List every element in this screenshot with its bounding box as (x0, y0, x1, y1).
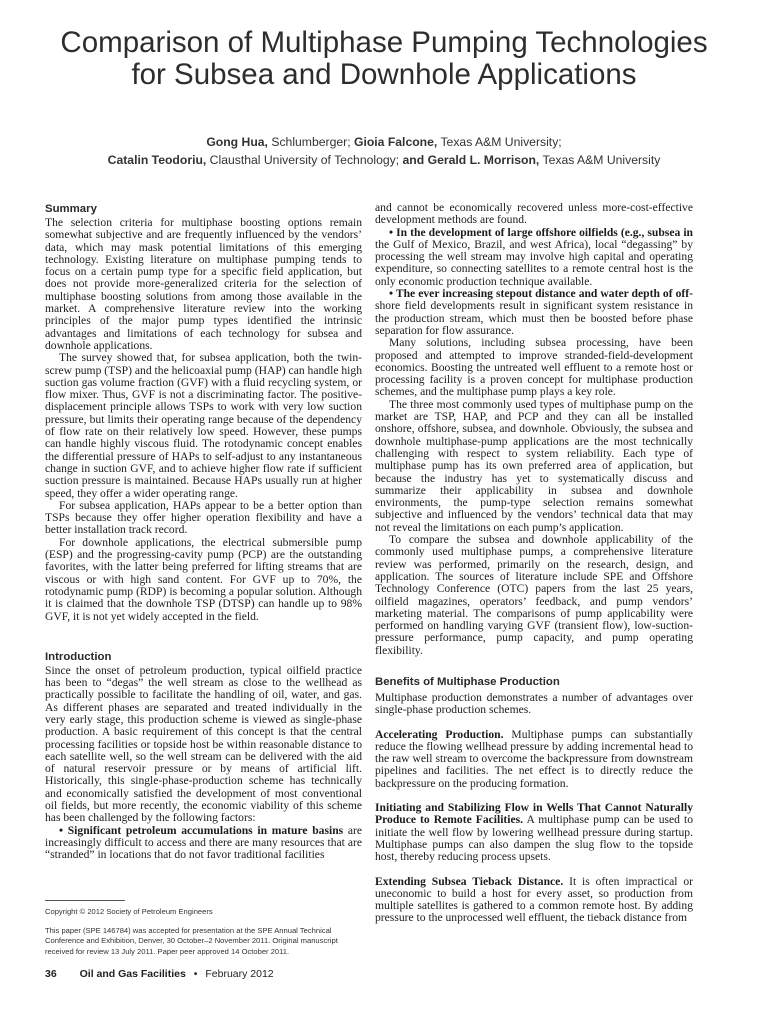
author-affiliation: Texas A&M University; (437, 135, 562, 149)
footnote-divider (45, 900, 125, 901)
benefit-tieback (375, 876, 693, 925)
benefit-text: Multiphase pumps can substantially reduce the flowing wellhead pressure by adding incremental head to the raw well stream to overcome the backpressure from downstream pipelines and facilities. The net effect is to directly reduce the backpressure on the producing formation. (375, 727, 693, 790)
summary-paragraph: For subsea application, HAPs appear to be a better option than TSPs because they offer higher operation flexibility and have a better installation track record. (45, 498, 362, 537)
summary-paragraph: The survey showed that, for subsea application, both the twin-screw pump (TSP) and the helicoaxial pump (HAP) can handle high suction gas volume fraction (GVF) with a fluid recycling system, or flow mixer. Thus, GVF is not a discriminating factor. The positive-displacement principle allows TSPs to work with very low suction pressure, but limits their operating range because of the dependency of flow rate on their relatively low speed. However, these pumps can handle highly viscous fluid. The rotodynamic concept enables the differential pressure of HAPs to self-adjust to any instantaneous change in suction GVF, and to achieve higher flow rate if sufficient suction pressure is maintained. Because HAPs usually run at higher speed, they offer a wider operating range. (45, 351, 362, 500)
left-column (45, 201, 362, 862)
bullet-text: the Gulf of Mexico, Brazil, and west Africa), local “degassing” by processing the well stream may involve high capital and operating expenditure, so connecting satellites to a remote central host is the only economic production technique available. (375, 237, 693, 288)
summary-paragraph: For downhole applications, the electrical submersible pump (ESP) and the progressing-cavity pump (PCP) are the outstanding favorites, with the latter being preferred for lifting streams that are viscous or with high sand content. For GVF up to 70%, the rotodynamic pump (RDP) is becoming a popular solution. Although it is claimed that the downhole TSP (DTSP) can handle up to 98% GVF, it is not yet widely accepted in the field. (45, 535, 362, 623)
issue-date: February 2012 (205, 968, 274, 980)
bullet-paragraph (375, 288, 693, 337)
author-name: Gioia Falcone, (353, 135, 438, 149)
benefit-text: A multiphase pump can be used to initiate the well flow by lowering wellhead pressure during startup. Multiphase pumps can also dampen the slug flow to the topside host, thereby reducing process upsets. (375, 813, 693, 864)
continued-paragraph: and cannot be economically recovered unless more-cost-effective development methods are found. (375, 201, 693, 227)
benefit-text: It is often impractical or uneconomic to build a host for every asset, so production from multiple satellites is gathered to a common remote host. By adding pressure to the unprocessed well effluent, the tieback distance from (375, 874, 693, 925)
footer-separator: • (193, 968, 198, 980)
author-list (40, 134, 728, 169)
paper-title: Comparison of Multiphase Pumping Technologies for Subsea and Downhole Applications (60, 26, 708, 91)
copyright-line: Copyright © 2012 Society of Petroleum Engineers (45, 907, 213, 916)
author-name: Gong Hua, (206, 135, 268, 149)
bullet-text: shore field developments result in significant system resistance in the production stream, which must then be boosted before phase separation for flow assurance. (375, 299, 693, 337)
page-number: 36 (45, 968, 57, 980)
right-column (375, 202, 693, 925)
author-affiliation: Texas A&M University (539, 152, 661, 167)
benefits-heading: Benefits of Multiphase Production (375, 675, 560, 688)
bullet-lead: • In the development of large offshore oilfields (e.g., subsea in (389, 225, 693, 239)
benefit-initiating (375, 802, 693, 863)
benefit-accelerating (375, 729, 693, 790)
run-in-heading: Initiating and Stabilizing Flow in Wells That Cannot Naturally Produce to Remote Facilities. (375, 801, 693, 827)
journal-name: Oil and Gas Facilities (79, 968, 186, 980)
author-affiliation: Schlumberger; (267, 135, 354, 149)
benefits-intro: Multiphase production demonstrates a number of advantages over single-phase production schemes. (375, 690, 693, 717)
page-footer (45, 966, 362, 982)
summary-paragraph: The selection criteria for multiphase boosting options remain somewhat subjective and are frequently influenced by the vendors’ data, which may mask potential limitations of this emerging technology. Existing literature on multiphase pumping tends to focus on a certain pump type for a specific field application, but does not provide more-generalized criteria for the selection of multiphase boosting solutions from among those available in the market. A comprehensive literature review into the working principles of the major pump types identified the intrinsic advantages and limitations of each technology for subsea and downhole applications. (45, 216, 362, 352)
bullet-paragraph (375, 227, 693, 288)
introduction-paragraph: Since the onset of petroleum production, typical oilfield practice has been to “degas” the well stream as close to the wellhead as practically possible to facilitate the handling of oil, water, and gas. As different phases are separated and treated individually in the very early stage, this production scheme is viewed as single-phase production. A basic requirement of this concept is that the central processing facilities or topside host be within reasonable distance to each satellite well, so the well stream can be delivered with the aid of natural reservoir pressure or by means of artificial lift. Historically, this single-phase-production scheme has technically and economically satisfied the development of most conventional oil fields, but more recently, the economic viability of this scheme has been challenged by the following factors: (45, 663, 362, 825)
body-paragraph: Many solutions, including subsea processing, have been proposed and attempted to improve stranded-field-development economics. Boosting the untreated well effluent to a remote host or processing facility is a proven concept for multiphase production schemes, and the multiphase pump plays a key role. (375, 336, 693, 399)
introduction-heading: Introduction (45, 650, 112, 663)
author-name: Catalin Teodoriu, (107, 152, 207, 167)
run-in-heading: Accelerating Production. (375, 727, 504, 741)
author-line-1 (40, 134, 728, 152)
body-paragraph: To compare the subsea and downhole applicability of the commonly used multiphase pumps, a comprehensive literature review was performed, primarily on the research, design, and application. The sources of literature include SPE and Offshore Technology Conference (OTC) papers from the last 25 years, oilfield magazines, operators’ feedback, and pump vendors’ marketing material. The comparisons of pump applicability were performed on handling varying GVF (transient flow), low-suction-pressure performance, pump capacity, and pump operating flexibility. (375, 533, 693, 657)
bullet-lead: • The ever increasing stepout distance and water depth of off- (389, 287, 693, 301)
run-in-heading: Extending Subsea Tieback Distance. (375, 874, 564, 888)
bullet-paragraph (45, 825, 362, 862)
author-line-2 (40, 152, 728, 170)
author-affiliation: Clausthal University of Technology; (206, 152, 403, 167)
author-name: and Gerald L. Morrison, (402, 152, 540, 167)
footnote (45, 907, 362, 965)
bullet-lead: • Significant petroleum accumulations in mature basins (59, 823, 344, 837)
summary-heading: Summary (45, 203, 97, 215)
body-paragraph: The three most commonly used types of multiphase pump on the market are TSP, HAP, and PCP and they can all be installed onshore, offshore, subsea, and downhole. Obviously, the subsea and downhole multiphase-pump applications are the most technically challenging with respect to system reliability. Each type of multiphase pump has its own preferred area of application, but because the industry has yet to systematically discuss and summarize their applicability in subsea and downhole environments, the pump-type selection remains somewhat subjective and influenced by the vendors’ technical data that may not reveal the limitations on each pump’s application. (375, 397, 693, 534)
publication-note: This paper (SPE 146784) was accepted for presentation at the SPE Annual Technical Conference and Exhibition, Denver, 30 October–2 November 2011. Original manuscript received for review 13 July 2011. Paper peer approved 14 October 2011. (45, 925, 338, 956)
bullet-text: are increasingly difficult to access and there are many resources that are “stranded” in locations that do not favor traditional facilities (45, 823, 362, 862)
